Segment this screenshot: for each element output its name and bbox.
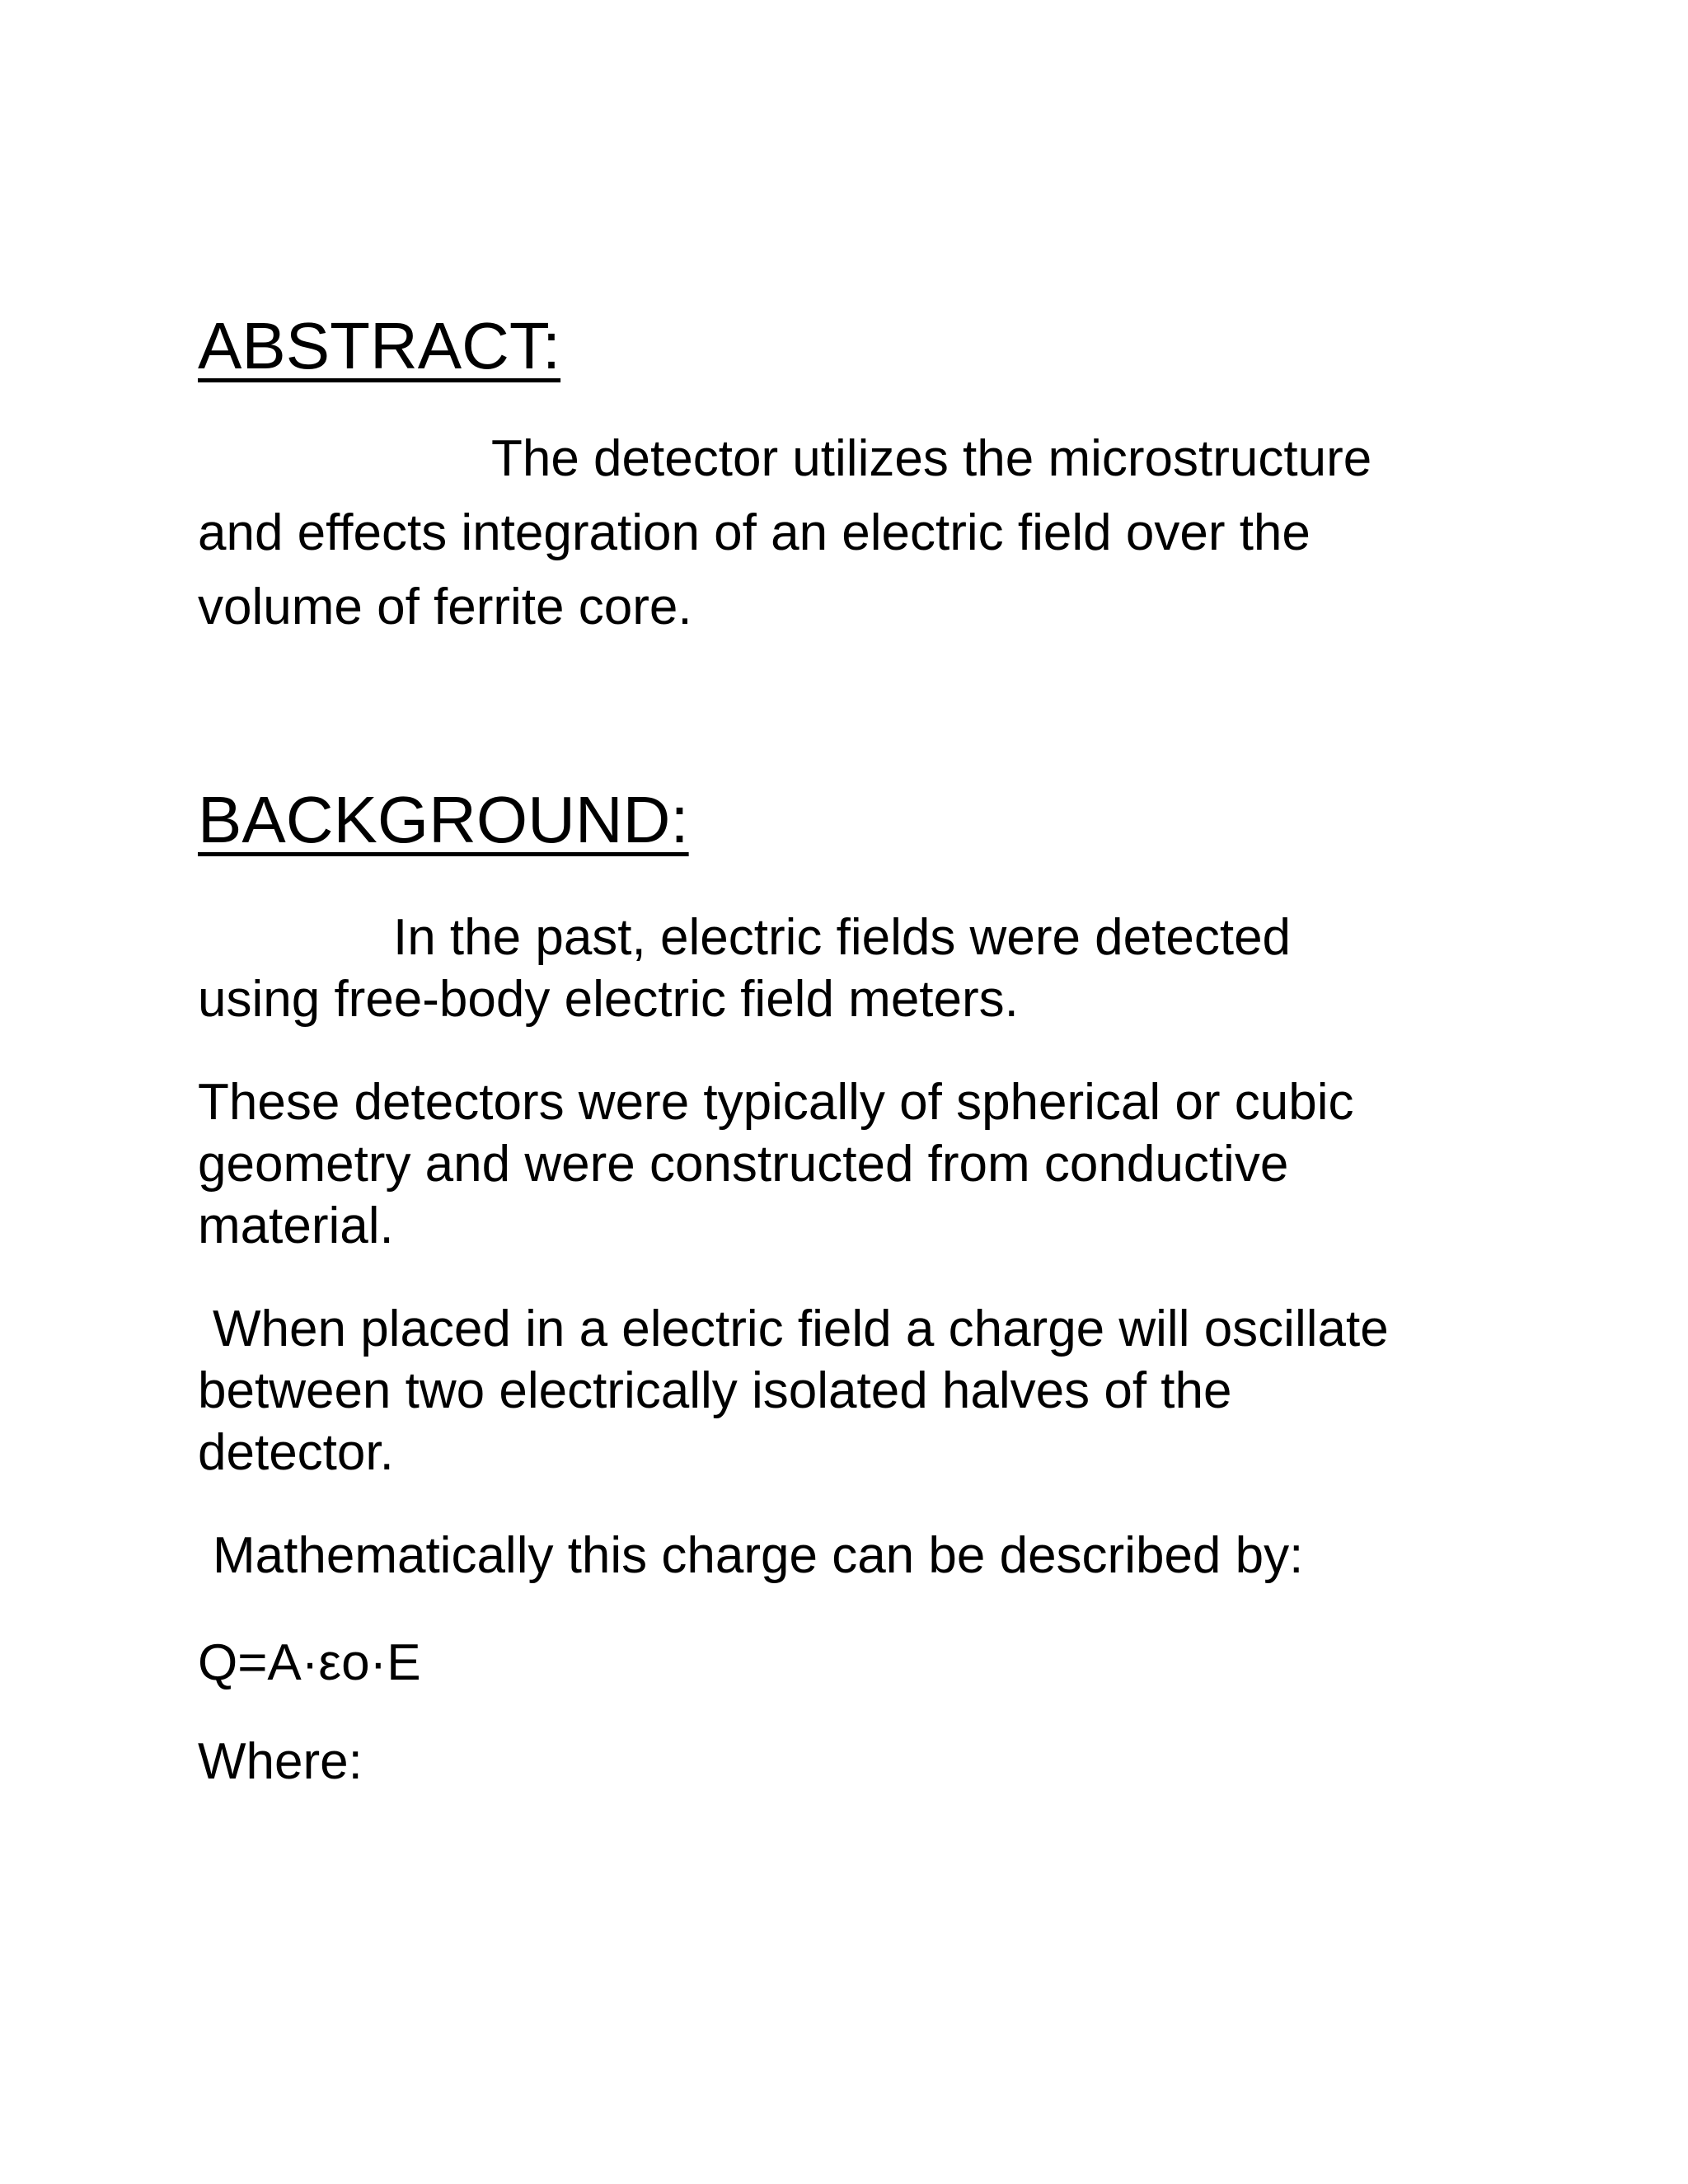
abstract-line-3: volume of ferrite core.	[198, 579, 692, 635]
background-paragraph-2-line-3: material.	[198, 1197, 394, 1254]
background-paragraph-3-line-1: When placed in a electric field a charge will oscillate	[213, 1301, 1389, 1357]
abstract-paragraph	[198, 422, 1517, 644]
background-paragraph-2	[198, 1071, 1517, 1257]
where-label	[198, 1731, 1517, 1793]
background-paragraph-2-line-2: geometry and were constructed from conductive	[198, 1136, 1289, 1193]
background-paragraph-2-line-1: These detectors were typically of spherical or cubic	[198, 1074, 1354, 1131]
background-paragraph-1-line-1: In the past, electric fields were detected	[393, 909, 1292, 966]
background-paragraph-4-line-1: Mathematically this charge can be described by:	[213, 1527, 1304, 1584]
background-paragraph-3-line-3: detector.	[198, 1424, 394, 1481]
abstract-line-1: The detector utilizes the microstructure	[491, 430, 1372, 487]
background-paragraph-3-line-2: between two electrically isolated halves of the	[198, 1362, 1232, 1419]
background-paragraph-1	[198, 907, 1517, 1030]
where-label-text: Where:	[198, 1733, 363, 1790]
abstract-line-2: and effects integration of an electric field over the	[198, 504, 1311, 561]
background-paragraph-1-line-2: using free-body electric field meters.	[198, 971, 1019, 1028]
charge-formula-text: Q=A·εo·E	[198, 1634, 421, 1691]
charge-formula	[198, 1632, 1517, 1694]
background-paragraph-4	[198, 1525, 1517, 1586]
background-paragraph-3	[198, 1298, 1517, 1483]
abstract-heading: ABSTRACT:	[198, 309, 561, 382]
background-heading: BACKGROUND:	[198, 783, 689, 856]
